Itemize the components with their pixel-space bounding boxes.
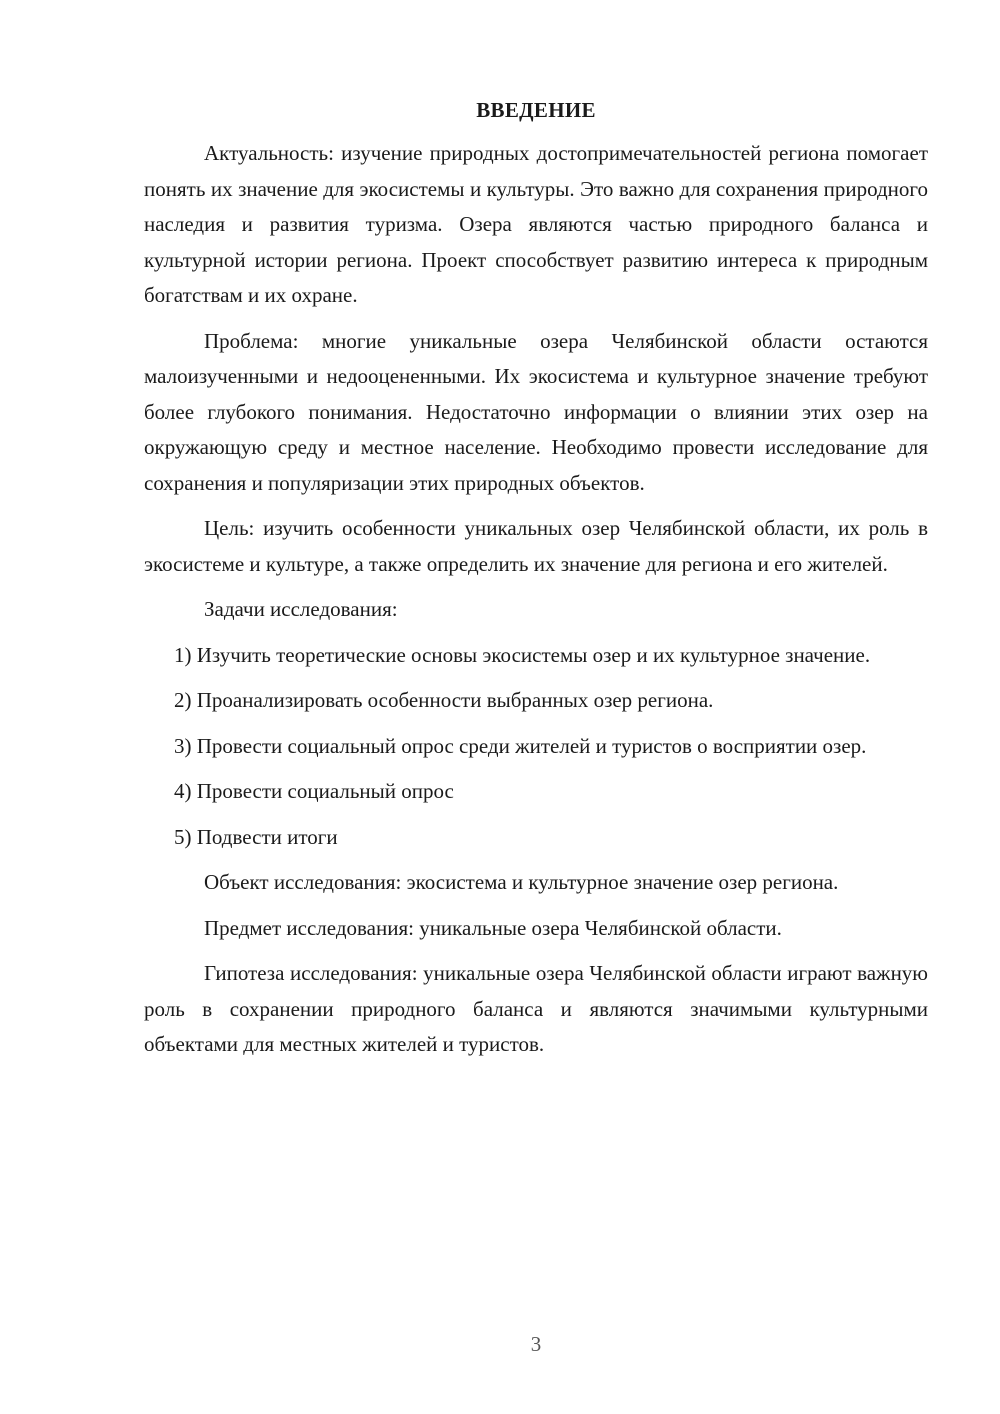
paragraph-hypothesis: Гипотеза исследования: уникальные озера Челябинской области играют важную роль в сохранении природного баланса и являются значимыми культурными объектами для местных жителей и туристов.: [144, 961, 928, 1056]
paragraph-tasks-heading: Задачи исследования:: [204, 597, 398, 621]
task-item: 1) Изучить теоретические основы экосистемы озер и их культурное значение.: [174, 642, 871, 667]
document-page: [144, 92, 928, 1073]
task-item: 4) Провести социальный опрос: [174, 779, 454, 803]
paragraph-subject: Предмет исследования: уникальные озера Челябинской области.: [204, 915, 782, 940]
paragraph-problem: Проблема: многие уникальные озера Челябинской области остаются малоизученными и недооцененными. Их экосистема и культурное значение требуют более глубокого понимания. Недостаточно информации о влиянии этих озер на окружающую среду и местное население. Необходимо провести исследование для сохранения и популяризации этих природных объектов.: [144, 328, 928, 495]
paragraph-relevance: Актуальность: изучение природных достопримечательностей региона помогает понять их значение для экосистемы и культуры. Это важно для сохранения природного наследия и развития туризма. Озера являются частью природного баланса и культурной истории региона. Проект способствует развитию интереса к природным богатствам и их охране.: [144, 141, 928, 307]
document-title: ВВЕДЕНИЕ: [476, 98, 596, 122]
task-item: 5) Подвести итоги: [174, 824, 338, 849]
paragraph-goal: Цель: изучить особенности уникальных озер Челябинской области, их роль в экосистеме и культуре, а также определить их значение для региона и его жителей.: [144, 516, 928, 576]
task-item: 3) Провести социальный опрос среди жителей и туристов о восприятии озер.: [174, 733, 867, 758]
paragraph-object: Объект исследования: экосистема и культурное значение озер региона.: [204, 870, 839, 894]
task-item: 2) Проанализировать особенности выбранных озер региона.: [174, 688, 714, 712]
page-number: 3: [530, 1332, 542, 1356]
